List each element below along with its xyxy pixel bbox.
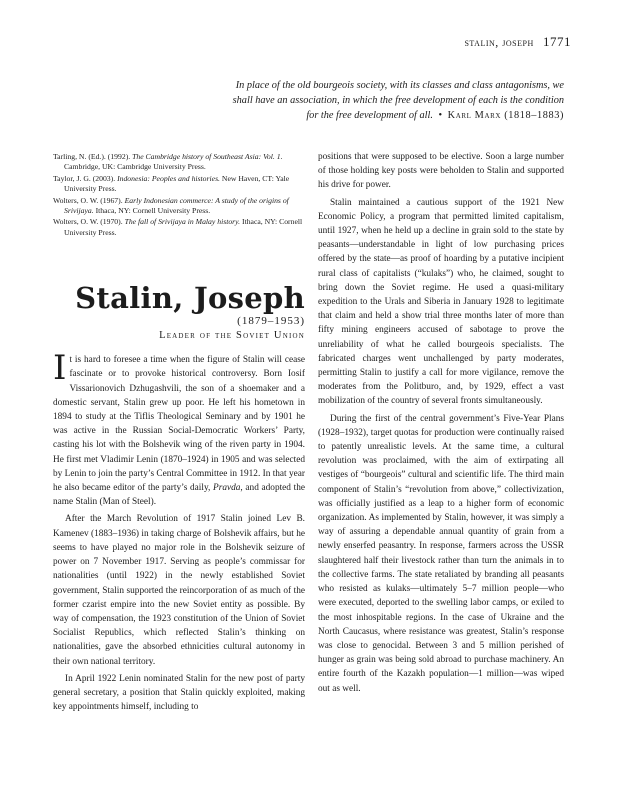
reference-item: Tarling, N. (Ed.). (1992). The Cambridge history of Southeast Asia: Vol. 1. Cambridge, UK: Cambridge University Press. bbox=[53, 152, 283, 172]
right-column bbox=[318, 150, 564, 699]
paragraph: After the March Revolution of 1917 Stalin joined Lev B. Kamenev (1883–1936) in taking charge of Bolshevik affairs, but he seems to have played no major role in the Bolshevik seizure of power on 7 November 1917. Serving as people’s commissar for nationalities (until 1922) in the newly established Soviet government, Stalin supported the reincorporation of as much of the former czarist empire into the new Soviet entity as possible. By way of compensation, the 1923 constitution of the Union of Soviet Socialist Republics, which reflected Stalin’s thinking on nationalities, gave the absorbed ethnicities cultural autonomy in their own national territory. bbox=[53, 514, 305, 667]
running-head-title: stalin, joseph bbox=[464, 35, 534, 49]
bullet-separator: • bbox=[438, 110, 443, 121]
article-body-right bbox=[318, 150, 564, 696]
reference-item: Taylor, J. G. (2003). Indonesia: Peoples and histories. New Haven, CT: Yale University Press. bbox=[53, 173, 290, 194]
paragraph: During the first of the central government’s Five-Year Plans (1928–1932), target quotas for production were continually raised to patently unrealistic levels. At the same time, a cultural revolution was proclaimed, with the aim of extirpating all vestiges of “bourgeois” cultural and scientific life. The third main component of Stalin’s “revolution from above,” collectivization, was officially justified as a leap to a higher form of economic organization. As implemented by Stalin, however, it was simply a way of assuring a dependable annual quantity of grain from a newly enserfed peasantry. In response, farmers across the USSR slaughtered half their livestock rather than turn the animals in to the collective farms. The state retaliated by branding all peasants who resisted as kulaks—ultimately 5–7 million people—who were executed, deported to the swelling labor camps, or exiled to the most inhospitable regions. In the case of Ukraine and the North Caucasus, where resistance was greatest, Stalin’s response was close to genocidal. Between 3 and 5 million perished of hunger as grain was being sold abroad to purchase machinery. An entire fourth of the Kazakh population—1 million—was wiped out as well. bbox=[318, 413, 564, 694]
epigraph bbox=[232, 78, 564, 123]
paragraph: In April 1922 Lenin nominated Stalin for the new post of party general secretary, a position that Stalin quickly exploited, making key appointments himself, including to bbox=[53, 673, 305, 713]
entry-headword: Stalin, Joseph bbox=[75, 281, 305, 316]
left-column bbox=[53, 152, 305, 717]
entry-dates: (1879–1953) bbox=[237, 315, 305, 328]
article-body-left bbox=[53, 348, 305, 714]
entry-subtitle: Leader of the Soviet Union bbox=[159, 330, 305, 342]
epigraph-attribution: Karl Marx (1818–1883) bbox=[447, 110, 564, 121]
reference-list bbox=[53, 152, 305, 238]
reference-item: Wolters, O. W. (1967). Early Indonesian commerce: A study of the origins of Srivijaya. Ithaca, NY: Cornell University Press. bbox=[53, 195, 289, 216]
paragraph: Stalin maintained a cautious support of the 1921 New Economic Policy, a program that permitted limited capitalism, until 1927, when he held up a decline in grain sold to the state by peasants—understandable in light of low purchasing prices offered by the state—as proof of hoarding by a putative incipient rural class of capitalists (“kulaks”) who, he claimed, sought to bring down the Soviet regime. He used a quasi-military expedition to the Urals and Siberia in January 1928 to legitimate that claim and held a show trial three months later of more than fifty mining engineers accused of sabotage to prove the unreliability of what he called bourgeois specialists. The fabricated charges went unchallenged by party moderates, permitting Stalin to justify a call for more vigilance, remove the moderates from the Politburo, and, by 1929, effect a vast mobilization of the country of several fronts simultaneously. bbox=[318, 197, 564, 407]
paragraph: positions that were supposed to be elective. Soon a large number of those holding key posts were beholden to Stalin and supported his drive for power. bbox=[318, 152, 564, 191]
epigraph-quote: In place of the old bourgeois society, with its classes and class antagonisms, we shall have an association, in which the free development of each is the condition for the free development of all. bbox=[232, 80, 564, 121]
reference-item: Wolters, O. W. (1970). The fall of Srivijaya in Malay history. Ithaca, NY: Cornell University Press. bbox=[53, 217, 303, 237]
page-number: 1771 bbox=[543, 34, 571, 49]
running-head bbox=[464, 34, 571, 50]
entry-heading bbox=[53, 282, 305, 341]
paragraph: It is hard to foresee a time when the figure of Stalin will cease fascinate or to provoke historical controversy. Born Iosif Vissarionovich Dzhugashvili, the son of a shoemaker and a domestic servant, Stalin grew up poor. He left his hometown in 1894 to study at the Tiflis Theological Seminary and by 1901 he was active in the Russian Social-Democratic Workers’ Party, casting his lot with the Bolshevik wing of the riven party in 1904. He first met Vladimir Lenin (1870–1924) in 1905 and was selected by Lenin to join the party’s Central Committee in 1912. In that year he also became editor of the party’s daily, Pravda, and adopted the name Stalin (Man of Steel). bbox=[53, 348, 305, 508]
drop-cap: I bbox=[53, 348, 67, 389]
